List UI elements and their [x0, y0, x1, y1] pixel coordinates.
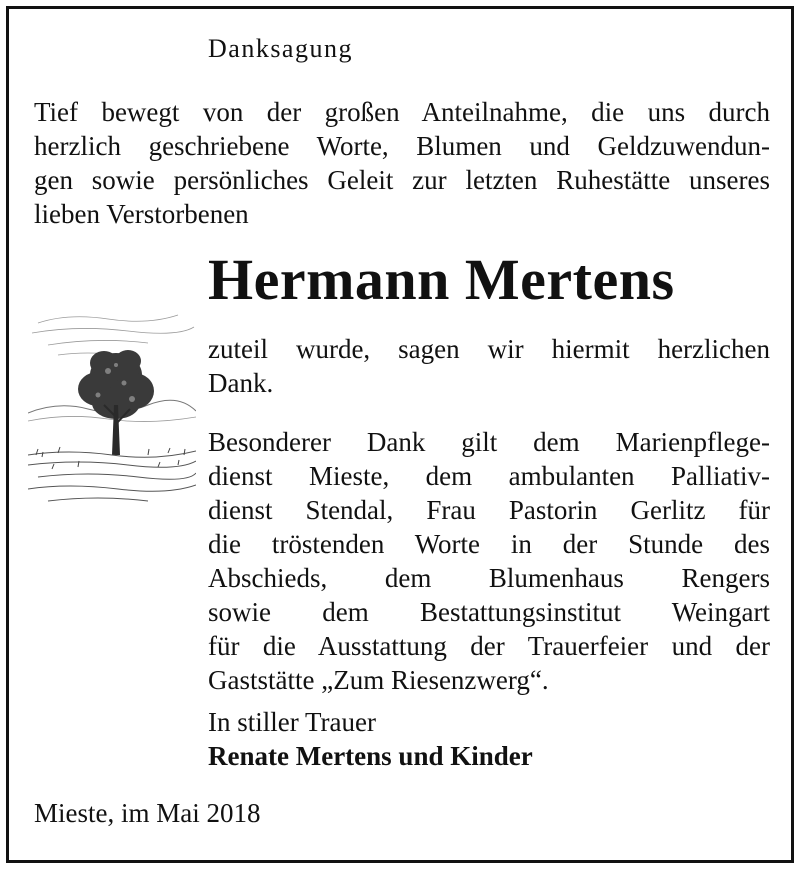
special-line: für die Ausstattung der Trauerfeier und der: [208, 631, 770, 661]
tree-landscape-image: [28, 305, 196, 510]
special-thanks-paragraph: [208, 425, 770, 697]
intro-line: Tief bewegt von der großen Anteilnahme, die uns durch: [34, 97, 770, 127]
mourning-block: [208, 705, 770, 773]
thanks-line: Dank.: [208, 368, 274, 398]
special-line: Abschieds, dem Blumenhaus Rengers: [208, 563, 770, 593]
special-line: die tröstenden Worte in der Stunde des: [208, 529, 770, 559]
special-line: dienst Stendal, Frau Pastorin Gerlitz für: [208, 495, 770, 525]
special-line: dienst Mieste, dem ambulanten Palliativ-: [208, 461, 770, 491]
place-date: Mieste, im Mai 2018: [34, 798, 261, 828]
intro-line: herzlich geschriebene Worte, Blumen und Geldzuwendun-: [34, 131, 770, 161]
thanks-line: zuteil wurde, sagen wir hiermit herzlichen: [208, 334, 770, 364]
special-line: Besonderer Dank gilt dem Marienpflege-: [208, 427, 770, 457]
deceased-name: Hermann Mertens: [208, 247, 675, 312]
thanks-paragraph: [208, 332, 770, 400]
mourning-text: In stiller Trauer: [208, 707, 376, 737]
intro-line: gen sowie persönliches Geleit zur letzten Ruhestätte unseres: [34, 165, 770, 195]
intro-line: lieben Verstorbenen: [34, 199, 249, 229]
signers: Renate Mertens und Kinder: [208, 741, 533, 771]
special-line: Gaststätte „Zum Riesenzwerg“.: [208, 665, 549, 695]
intro-paragraph: [34, 95, 770, 231]
special-line: sowie dem Bestattungsinstitut Weingart: [208, 597, 770, 627]
notice-heading: Danksagung: [208, 34, 353, 63]
